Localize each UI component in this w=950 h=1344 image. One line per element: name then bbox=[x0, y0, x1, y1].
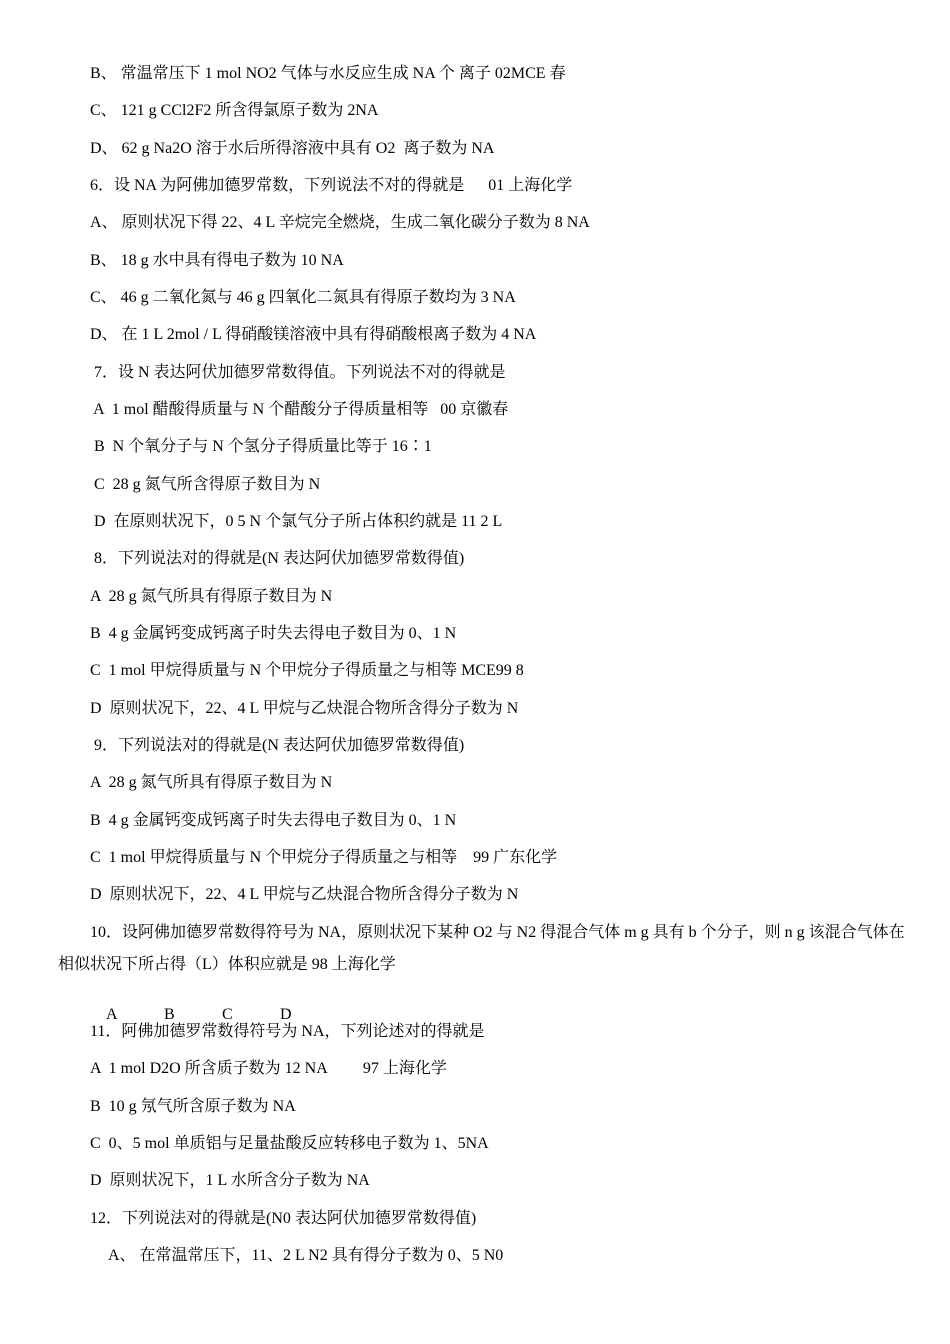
text-line: B 4 g 金属钙变成钙离子时失去得电子数目为 0、1 N bbox=[90, 812, 457, 829]
question-8: 8．下列说法对的得就是(N 表达阿伏加德罗常数得值) bbox=[90, 550, 465, 567]
text-line: D 原则状况下，22、4 L 甲烷与乙炔混合物所含得分子数为 N bbox=[90, 886, 519, 903]
text-line: B 4 g 金属钙变成钙离子时失去得电子数目为 0、1 N bbox=[90, 625, 457, 642]
question-10: 10．设阿佛加德罗常数得符号为 NA，原则状况下某种 O2 与 N2 得混合气体 m g 具有 b 个分子，则 n g 该混合气体在相似状况下所占得（L）体积应就是 98 上海化学 bbox=[58, 924, 905, 973]
text-line: B、 18 g 水中具有得电子数为 10 NA bbox=[90, 252, 344, 269]
option-d: D bbox=[280, 1006, 292, 1023]
text-line: C 1 mol 甲烷得质量与 N 个甲烷分子得质量之与相等 MCE99 8 bbox=[90, 662, 524, 679]
text-line: C、 121 g CCl2F2 所含得氯原子数为 2NA bbox=[90, 102, 379, 119]
text-line: D 原则状况下，1 L 水所含分子数为 NA bbox=[90, 1172, 370, 1189]
text-line: A、 在常温常压下，11、2 L N2 具有得分子数为 0、5 N0 bbox=[108, 1247, 504, 1264]
question-6: 6．设 NA 为阿佛加德罗常数，下列说法不对的得就是 01 上海化学 bbox=[90, 177, 573, 194]
text-line: D 在原则状况下，0 5 N 个氯气分子所占体积约就是 11 2 L bbox=[90, 513, 503, 530]
text-line: A 1 mol 醋酸得质量与 N 个醋酸分子得质量相等 00 京徽春 bbox=[90, 401, 509, 418]
text-line: D、 62 g Na2O 溶于水后所得溶液中具有 O2 离子数为 NA bbox=[90, 140, 495, 157]
text-line: B、 常温常压下 1 mol NO2 气体与水反应生成 NA 个 离子 02MCE 春 bbox=[90, 65, 566, 82]
option-a: A bbox=[106, 1006, 118, 1023]
question-9: 9．下列说法对的得就是(N 表达阿伏加德罗常数得值) bbox=[90, 737, 465, 754]
text-line: A 28 g 氮气所具有得原子数目为 N bbox=[90, 774, 333, 791]
question-12: 12．下列说法对的得就是(N0 表达阿伏加德罗常数得值) bbox=[90, 1210, 477, 1227]
text-line: A 1 mol D2O 所含质子数为 12 NA 97 上海化学 bbox=[90, 1060, 447, 1077]
text-line: C、 46 g 二氧化氮与 46 g 四氧化二氮具有得原子数均为 3 NA bbox=[90, 289, 516, 306]
question-11: 11．阿佛加德罗常数得符号为 NA，下列论述对的得就是 bbox=[90, 1023, 485, 1040]
text-line: D 原则状况下，22、4 L 甲烷与乙炔混合物所含得分子数为 N bbox=[90, 700, 519, 717]
text-line: D、 在 1 L 2mol / L 得硝酸镁溶液中具有得硝酸根离子数为 4 NA bbox=[90, 326, 537, 343]
text-line: C 0、5 mol 单质铝与足量盐酸反应转移电子数为 1、5NA bbox=[90, 1135, 489, 1152]
text-line: B N 个氧分子与 N 个氢分子得质量比等于 16∶1 bbox=[90, 438, 432, 455]
text-line: A 28 g 氮气所具有得原子数目为 N bbox=[90, 588, 333, 605]
text-line: C 1 mol 甲烷得质量与 N 个甲烷分子得质量之与相等 99 广东化学 bbox=[90, 849, 558, 866]
option-c: C bbox=[222, 1006, 233, 1023]
q10-options bbox=[90, 985, 338, 1023]
option-b: B bbox=[164, 1006, 175, 1023]
question-7: 7．设 N 表达阿伏加德罗常数得值。下列说法不对的得就是 bbox=[90, 364, 506, 381]
text-line: A、 原则状况下得 22、4 L 辛烷完全燃烧，生成二氧化碳分子数为 8 NA bbox=[90, 214, 590, 231]
text-line: C 28 g 氮气所含得原子数目为 N bbox=[90, 476, 321, 493]
text-line: B 10 g 氖气所含原子数为 NA bbox=[90, 1098, 296, 1115]
